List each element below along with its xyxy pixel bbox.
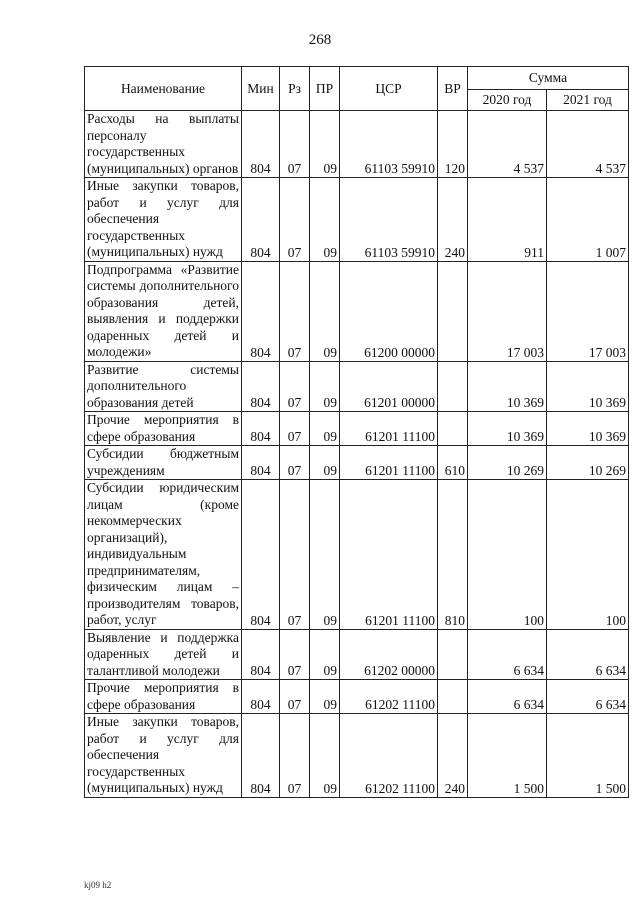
row-pr: 09 — [310, 629, 340, 680]
row-sum-2020: 100 — [468, 480, 547, 630]
row-rz: 07 — [280, 261, 310, 361]
header-pr: ПР — [310, 67, 340, 111]
table-row — [85, 111, 629, 178]
row-rz: 07 — [280, 446, 310, 480]
row-min: 804 — [242, 261, 280, 361]
row-name: Прочие мероприятия в сфере образования — [85, 412, 242, 446]
row-sum-2021: 17 003 — [547, 261, 629, 361]
row-name: Иные закупки товаров, работ и услуг для обеспечения государственных (муниципальных) нужд — [85, 714, 242, 798]
row-sum-2020: 17 003 — [468, 261, 547, 361]
row-sum-2021: 10 369 — [547, 361, 629, 412]
row-csr: 61202 11100 — [340, 714, 438, 798]
row-pr: 09 — [310, 178, 340, 262]
page-number: 268 — [308, 32, 332, 48]
row-name: Прочие мероприятия в сфере образования — [85, 680, 242, 714]
row-pr: 09 — [310, 446, 340, 480]
row-sum-2021: 1 007 — [547, 178, 629, 262]
row-rz: 07 — [280, 412, 310, 446]
row-name: Иные закупки товаров, работ и услуг для обеспечения государственных (муниципальных) нужд — [85, 178, 242, 262]
row-rz: 07 — [280, 480, 310, 630]
footer-code: kj09 h2 — [84, 880, 112, 890]
row-sum-2021: 6 634 — [547, 680, 629, 714]
header-csr: ЦСР — [340, 67, 438, 111]
table-row — [85, 261, 629, 361]
header-sum: Сумма — [468, 67, 629, 90]
row-sum-2021: 6 634 — [547, 629, 629, 680]
table-row — [85, 680, 629, 714]
row-min: 804 — [242, 480, 280, 630]
row-sum-2020: 911 — [468, 178, 547, 262]
row-csr: 61201 00000 — [340, 361, 438, 412]
row-name: Субсидии бюджетным учреждениям — [85, 446, 242, 480]
header-vr: ВР — [438, 67, 468, 111]
row-min: 804 — [242, 361, 280, 412]
row-min: 804 — [242, 446, 280, 480]
row-min: 804 — [242, 680, 280, 714]
row-min: 804 — [242, 178, 280, 262]
table-row — [85, 480, 629, 630]
header-2021: 2021 год — [547, 90, 629, 111]
row-name: Развитие системы дополнительного образования детей — [85, 361, 242, 412]
row-sum-2021: 10 369 — [547, 412, 629, 446]
row-vr: 120 — [438, 111, 468, 178]
row-vr — [438, 680, 468, 714]
table-row — [85, 361, 629, 412]
row-name: Выявление и поддержка одаренных детей и талантливой молодежи — [85, 629, 242, 680]
table-row — [85, 629, 629, 680]
table-row — [85, 714, 629, 798]
row-rz: 07 — [280, 680, 310, 714]
row-pr: 09 — [310, 714, 340, 798]
table-row — [85, 412, 629, 446]
row-rz: 07 — [280, 111, 310, 178]
row-csr: 61201 11100 — [340, 412, 438, 446]
header-2020: 2020 год — [468, 90, 547, 111]
table-row — [85, 446, 629, 480]
row-vr: 810 — [438, 480, 468, 630]
header-rz: Рз — [280, 67, 310, 111]
row-sum-2021: 100 — [547, 480, 629, 630]
header-row — [85, 67, 629, 90]
row-min: 804 — [242, 111, 280, 178]
row-vr — [438, 361, 468, 412]
row-pr: 09 — [310, 361, 340, 412]
row-csr: 61202 00000 — [340, 629, 438, 680]
row-vr: 240 — [438, 714, 468, 798]
row-pr: 09 — [310, 680, 340, 714]
row-name: Подпрограмма «Развитие системы дополнительного образования детей, выявления и поддержки одаренных детей и молодежи» — [85, 261, 242, 361]
row-sum-2020: 4 537 — [468, 111, 547, 178]
row-sum-2021: 1 500 — [547, 714, 629, 798]
row-csr: 61103 59910 — [340, 178, 438, 262]
budget-table — [84, 66, 629, 798]
row-csr: 61200 00000 — [340, 261, 438, 361]
row-vr: 610 — [438, 446, 468, 480]
row-pr: 09 — [310, 261, 340, 361]
row-csr: 61103 59910 — [340, 111, 438, 178]
row-rz: 07 — [280, 361, 310, 412]
row-rz: 07 — [280, 178, 310, 262]
row-csr: 61202 11100 — [340, 680, 438, 714]
row-vr — [438, 261, 468, 361]
row-rz: 07 — [280, 714, 310, 798]
row-sum-2020: 10 269 — [468, 446, 547, 480]
row-min: 804 — [242, 412, 280, 446]
row-pr: 09 — [310, 111, 340, 178]
row-vr: 240 — [438, 178, 468, 262]
row-name: Расходы на выплаты персоналу государственных (муниципальных) органов — [85, 111, 242, 178]
row-rz: 07 — [280, 629, 310, 680]
row-name: Субсидии юридическим лицам (кроме некоммерческих организаций), индивидуальным предпринимателям, физическим лицам – производителям товаров, работ, услуг — [85, 480, 242, 630]
row-vr — [438, 412, 468, 446]
row-csr: 61201 11100 — [340, 480, 438, 630]
row-sum-2020: 1 500 — [468, 714, 547, 798]
row-pr: 09 — [310, 480, 340, 630]
row-pr: 09 — [310, 412, 340, 446]
row-min: 804 — [242, 629, 280, 680]
row-sum-2020: 6 634 — [468, 680, 547, 714]
row-sum-2020: 10 369 — [468, 361, 547, 412]
table-row — [85, 178, 629, 262]
row-sum-2021: 10 269 — [547, 446, 629, 480]
header-min: Мин — [242, 67, 280, 111]
row-vr — [438, 629, 468, 680]
row-sum-2020: 6 634 — [468, 629, 547, 680]
row-min: 804 — [242, 714, 280, 798]
row-sum-2021: 4 537 — [547, 111, 629, 178]
row-sum-2020: 10 369 — [468, 412, 547, 446]
row-csr: 61201 11100 — [340, 446, 438, 480]
header-name: Наименование — [85, 67, 242, 111]
